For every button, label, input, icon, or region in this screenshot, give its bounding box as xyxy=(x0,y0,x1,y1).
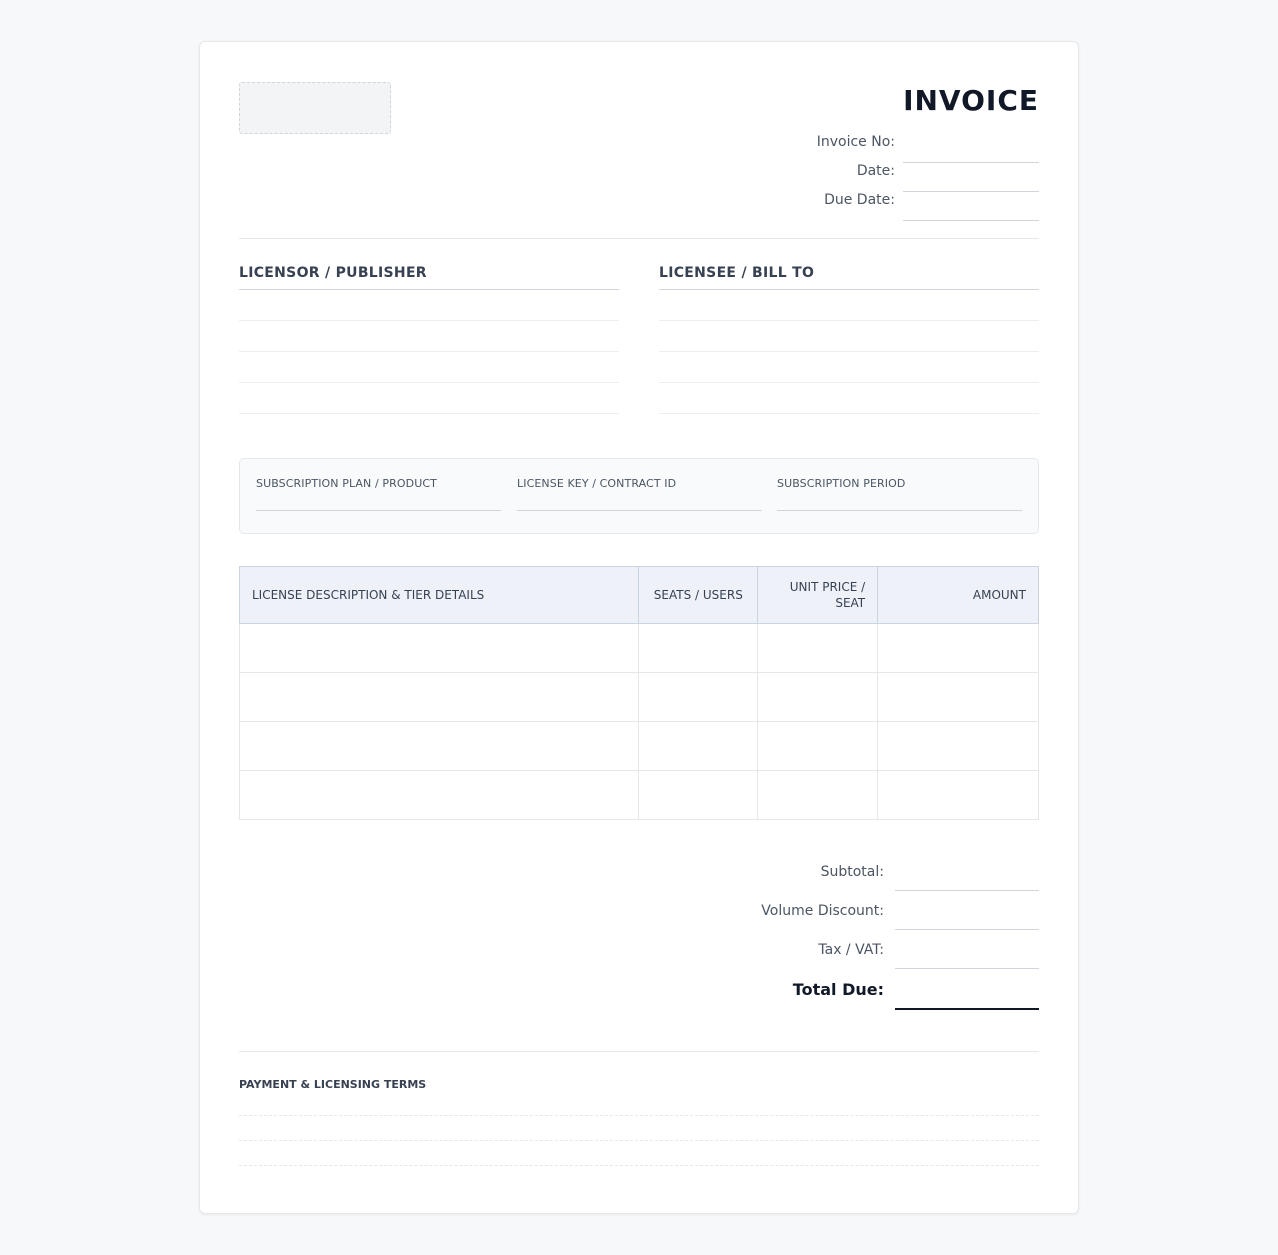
invoice-title: INVOICE xyxy=(903,84,1039,117)
license-key-field xyxy=(517,477,762,511)
invoice-number-label: Invoice No: xyxy=(816,134,895,150)
licensor-title: LICENSOR / PUBLISHER xyxy=(239,265,619,290)
total-due-row xyxy=(619,979,1039,1010)
licensee-line[interactable] xyxy=(659,321,1039,352)
amount-cell[interactable] xyxy=(878,624,1039,673)
licensee-title: LICENSEE / BILL TO xyxy=(659,265,1039,290)
discount-label: Volume Discount: xyxy=(761,903,884,919)
seats-cell[interactable] xyxy=(639,673,758,722)
discount-row xyxy=(619,902,1039,930)
subscription-plan-input[interactable] xyxy=(256,510,501,511)
unit-price-cell[interactable] xyxy=(758,722,878,771)
terms-divider xyxy=(239,1051,1039,1052)
due-date-row xyxy=(739,192,1039,221)
table-row xyxy=(240,673,1039,722)
column-header-description: LICENSE DESCRIPTION & TIER DETAILS xyxy=(240,567,639,624)
subtotal-label: Subtotal: xyxy=(820,864,884,880)
date-label: Date: xyxy=(856,163,895,179)
subscription-period-input[interactable] xyxy=(777,510,1022,511)
licensee-line[interactable] xyxy=(659,290,1039,321)
seats-cell[interactable] xyxy=(639,771,758,820)
licensor-line[interactable] xyxy=(239,321,619,352)
amount-cell[interactable] xyxy=(878,673,1039,722)
license-key-label: LICENSE KEY / CONTRACT ID xyxy=(517,477,677,490)
subscription-plan-label: SUBSCRIPTION PLAN / PRODUCT xyxy=(256,477,437,490)
table-row xyxy=(240,722,1039,771)
licensor-line[interactable] xyxy=(239,383,619,414)
description-cell[interactable] xyxy=(240,673,639,722)
subscription-period-label: SUBSCRIPTION PERIOD xyxy=(777,477,906,490)
table-row xyxy=(240,771,1039,820)
column-header-seats: SEATS / USERS xyxy=(639,567,758,624)
licensor-section xyxy=(239,265,619,414)
description-cell[interactable] xyxy=(240,722,639,771)
license-key-input[interactable] xyxy=(517,510,762,511)
subscription-details-box xyxy=(239,458,1039,534)
invoice-sheet xyxy=(199,41,1079,1214)
date-row xyxy=(739,163,1039,192)
column-header-amount: AMOUNT xyxy=(878,567,1039,624)
subtotal-field[interactable] xyxy=(895,890,1039,891)
line-items-table xyxy=(239,566,1039,820)
total-due-label: Total Due: xyxy=(792,980,884,999)
seats-cell[interactable] xyxy=(639,624,758,673)
table-header-row xyxy=(240,567,1039,624)
licensor-line[interactable] xyxy=(239,352,619,383)
discount-field[interactable] xyxy=(895,929,1039,930)
subscription-plan-field xyxy=(256,477,501,511)
column-header-unit-price: UNIT PRICE / SEAT xyxy=(758,567,878,624)
unit-price-cell[interactable] xyxy=(758,624,878,673)
terms-line[interactable] xyxy=(239,1115,1039,1116)
tax-label: Tax / VAT: xyxy=(818,942,884,958)
licensee-section xyxy=(659,265,1039,414)
subtotal-row xyxy=(619,863,1039,891)
seats-cell[interactable] xyxy=(639,722,758,771)
subscription-period-field xyxy=(777,477,1022,511)
licensee-line[interactable] xyxy=(659,352,1039,383)
due-date-label: Due Date: xyxy=(824,192,895,208)
unit-price-cell[interactable] xyxy=(758,673,878,722)
licensee-line[interactable] xyxy=(659,383,1039,414)
description-cell[interactable] xyxy=(240,624,639,673)
table-row xyxy=(240,624,1039,673)
amount-cell[interactable] xyxy=(878,722,1039,771)
description-cell[interactable] xyxy=(240,771,639,820)
logo-placeholder[interactable] xyxy=(239,82,391,134)
due-date-field[interactable] xyxy=(903,220,1039,221)
licensor-line[interactable] xyxy=(239,290,619,321)
header-divider xyxy=(239,238,1039,239)
unit-price-cell[interactable] xyxy=(758,771,878,820)
terms-line[interactable] xyxy=(239,1140,1039,1141)
total-due-field[interactable] xyxy=(895,1008,1039,1010)
terms-title: PAYMENT & LICENSING TERMS xyxy=(239,1078,427,1091)
tax-field[interactable] xyxy=(895,968,1039,969)
tax-row xyxy=(619,941,1039,969)
amount-cell[interactable] xyxy=(878,771,1039,820)
invoice-number-row xyxy=(739,134,1039,163)
terms-line[interactable] xyxy=(239,1165,1039,1166)
